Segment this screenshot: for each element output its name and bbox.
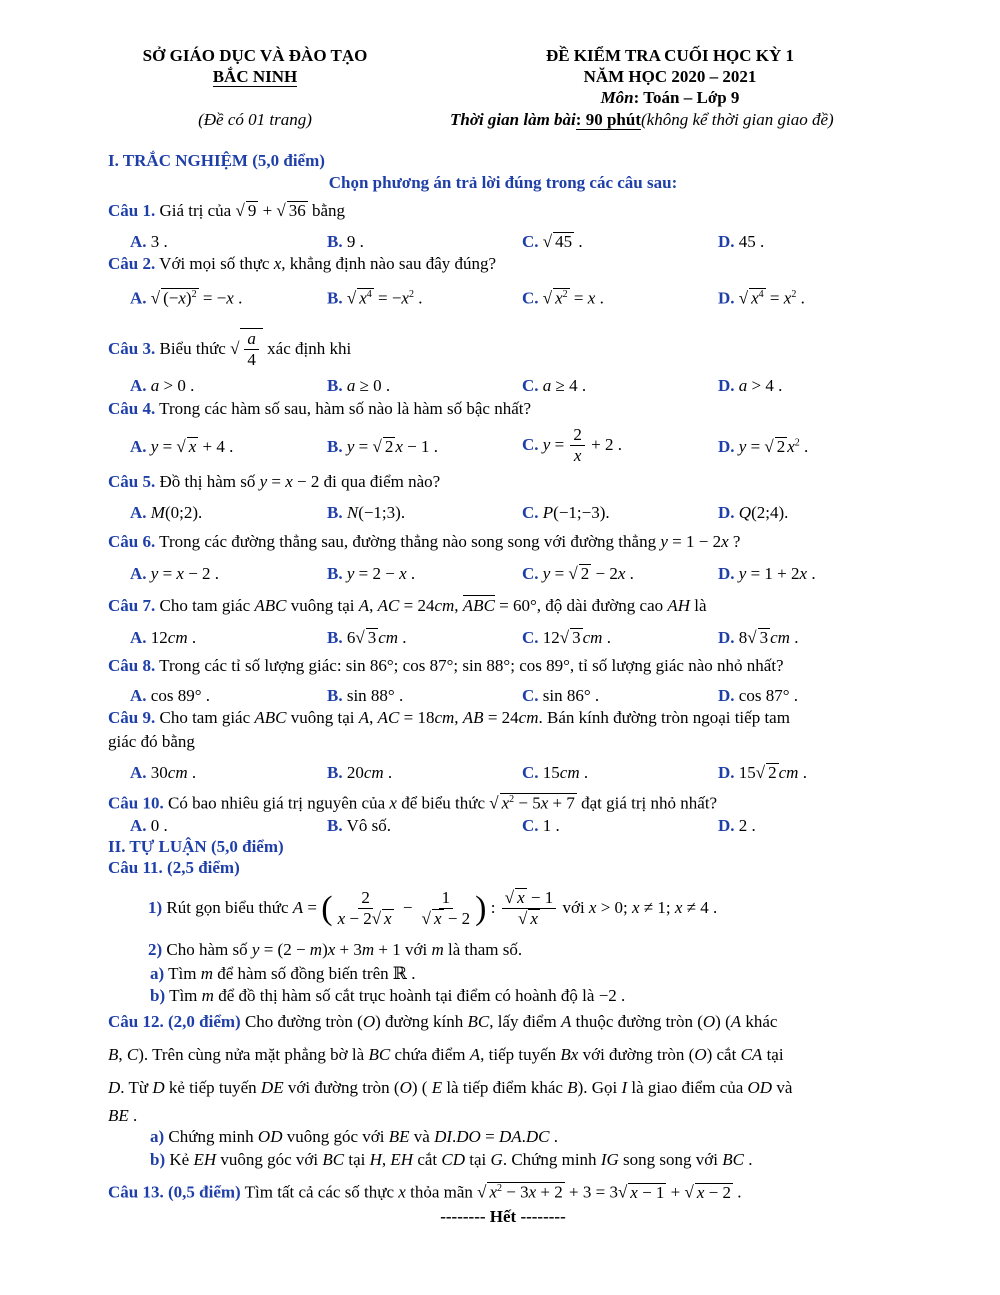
q5-option-d[interactable]: D. Q(2;4). [718,503,789,522]
question-9: Câu 9. Cho tam giác ABC vuông tại A, AC = 18cm, AB = 24cm. Bán kính đường tròn ngoại tiếp tam [108,708,790,727]
q4-option-b[interactable]: B. y = √ 2 x − 1 . [327,437,438,456]
q9-option-a[interactable]: A. 30cm . [130,763,197,782]
q5-option-c[interactable]: C. P(−1;−3). [522,503,610,522]
q2-option-b[interactable]: B. √ $x^4 = -x^2$ . [327,288,423,308]
q4-option-c[interactable]: C. y = $\frac{2}{x}$ + 2 . [522,425,623,466]
question-11-part2: 2) Cho hàm số y = (2 − m)x + 3m + 1 với m là tham số. [148,940,523,959]
question-13: Câu 13. (0,5 điểm) Tìm tất cả các số thực x thỏa mãn √ $x^2 - 3x + 2 + 3 = 3√$ x − 1 + √ x − 2 . [108,1182,742,1202]
question-7: Câu 7. Cho tam giác ABC vuông tại A, AC = 24cm, ABC = 60°, độ dài đường cao AH là [108,596,707,615]
q8-option-a[interactable]: A. cos 89° . [130,686,210,705]
q2-option-a[interactable]: A. √ $(-x)^2 = -x$ . [130,288,243,308]
q3-option-d[interactable]: D. a > 4 . [718,376,783,395]
q9-option-d[interactable]: D. 15√ 2 cm . [718,763,807,782]
q1-option-b[interactable]: B. 9 . [327,232,364,251]
q5-option-b[interactable]: B. N(−1;3). [327,503,406,522]
question-3: Câu 3. Biểu thức √ $\frac{a}{4}$ xác định khi [108,329,352,370]
subject-line: Môn: Toán – Lớp 9 [600,88,740,107]
question-10: Câu 10. Có bao nhiêu giá trị nguyên của x để biểu thức √ $x^2 - 5x + 7$ đạt giá trị nhỏ nhất? [108,793,718,813]
question-1: Câu 1. Giá trị của √ 9 + √ 36 bằng [108,201,346,220]
q7-option-b[interactable]: B. 6√ 3 cm . [327,628,407,647]
question-4: Câu 4. Trong các hàm số sau, hàm số nào là hàm số bậc nhất? [108,399,532,418]
section1-title: I. TRẮC NGHIỆM (5,0 điểm) [108,151,325,170]
q8-option-d[interactable]: D. cos 87° . [718,686,798,705]
question-9-line2: giác đó bằng [108,732,195,751]
q9-option-c[interactable]: C. 15cm . [522,763,589,782]
q1-option-c[interactable]: C. √ 45 . [522,232,583,251]
q3-option-a[interactable]: A. a > 0 . [130,376,195,395]
question-11-title: Câu 11. (2,5 điểm) [108,858,240,877]
question-2: Câu 2. Với mọi số thực x, khẳng định nào sau đây đúng? [108,254,497,273]
section2-title: II. TỰ LUẬN (5,0 điểm) [108,837,284,856]
q10-option-c[interactable]: C. 1 . [522,816,560,835]
q7-option-c[interactable]: C. 12√ 3 cm . [522,628,611,647]
question-5: Câu 5. Đồ thị hàm số y = x − 2 đi qua điểm nào? [108,472,441,491]
question-12-line2: B, C). Trên cùng nửa mặt phẳng bờ là BC chứa điểm A, tiếp tuyến Bx với đường tròn (O) cắt CA tại [108,1045,784,1064]
q3-option-b[interactable]: B. a ≥ 0 . [327,376,391,395]
q3-option-c[interactable]: C. a ≥ 4 . [522,376,587,395]
q10-option-b[interactable]: B. Vô số. [327,816,391,835]
question-12-line3: D. Từ D kẻ tiếp tuyến DE với đường tròn (O) ( E là tiếp điểm khác B). Gọi I là giao điểm của OD và [108,1078,793,1097]
question-11-part2a: a) Tìm m để hàm số đồng biến trên ℝ . [150,964,416,983]
question-12-part-b: b) Kẻ EH vuông góc với BC tại H, EH cắt CD tại G. Chứng minh IG song song với BC . [150,1150,753,1169]
q10-option-d[interactable]: D. 2 . [718,816,756,835]
q1-option-a[interactable]: A. 3 . [130,232,168,251]
q4-option-d[interactable]: D. y = √ 2 $x^2$ . [718,437,809,456]
q10-option-a[interactable]: A. 0 . [130,816,168,835]
q6-option-a[interactable]: A. y = x − 2 . [130,564,220,583]
q6-option-d[interactable]: D. y = 1 + 2x . [718,564,816,583]
q6-option-b[interactable]: B. y = 2 − x . [327,564,416,583]
q4-option-a[interactable]: A. y = √ x + 4 . [130,437,234,456]
q7-option-a[interactable]: A. 12cm . [130,628,197,647]
question-11-part2b: b) Tìm m để đồ thị hàm số cắt trục hoành tại điểm có hoành độ là −2 . [150,986,626,1005]
question-12-part-a: a) Chứng minh OD vuông góc với BE và DI.DO = DA.DC . [150,1127,558,1146]
header-page-note: (Đề có 01 trang) [198,110,312,129]
question-8: Câu 8. Trong các tỉ số lượng giác: sin 86°; cos 87°; sin 88°; cos 89°, tỉ số lượng giác nào nhỏ nhất? [108,656,784,675]
q2-option-c[interactable]: C. √ $x^2 = x$ . [522,288,604,308]
q9-option-b[interactable]: B. 20cm . [327,763,393,782]
header-province: BẮC NINH [212,67,298,86]
q1-option-d[interactable]: D. 45 . [718,232,765,251]
exam-title: ĐỀ KIỂM TRA CUỐI HỌC KỲ 1 [545,46,795,65]
question-6: Câu 6. Trong các đường thẳng sau, đường thẳng nào song song với đường thẳng y = 1 − 2x ? [108,532,741,551]
q7-option-d[interactable]: D. 8√ 3 cm . [718,628,799,647]
q2-option-d[interactable]: D. √ $x^4 = x^2$ . [718,288,805,308]
end-marker: -------- Hết -------- [440,1207,566,1226]
q8-option-c[interactable]: C. sin 86° . [522,686,600,705]
question-11-part1: 1) Rút gọn biểu thức A = ( $\frac{2}{x - 2√ x}$ − $\frac{1}{√ x - 2}$ ) : $\frac{√ x - 1}{√ x}$ với x > 0; x ≠ 1; x ≠ 4 . [148,888,718,929]
header-department: SỞ GIÁO DỤC VÀ ĐÀO TẠO [142,46,368,65]
q8-option-b[interactable]: B. sin 88° . [327,686,404,705]
time-line: Thời gian làm bài: 90 phút(không kể thời gian giao đề) [450,110,834,129]
question-12-line1: Câu 12. (2,0 điểm) Cho đường tròn (O) đường kính BC, lấy điểm A thuộc đường tròn (O) (A khác [108,1012,778,1031]
q5-option-a[interactable]: A. M(0;2). [130,503,203,522]
section1-instruction: Chọn phương án trả lời đúng trong các câu sau: [328,173,678,192]
q6-option-c[interactable]: C. y = √ 2 − 2x . [522,564,634,583]
question-12-line4: BE . [108,1106,138,1125]
school-year: NĂM HỌC 2020 – 2021 [583,67,757,86]
